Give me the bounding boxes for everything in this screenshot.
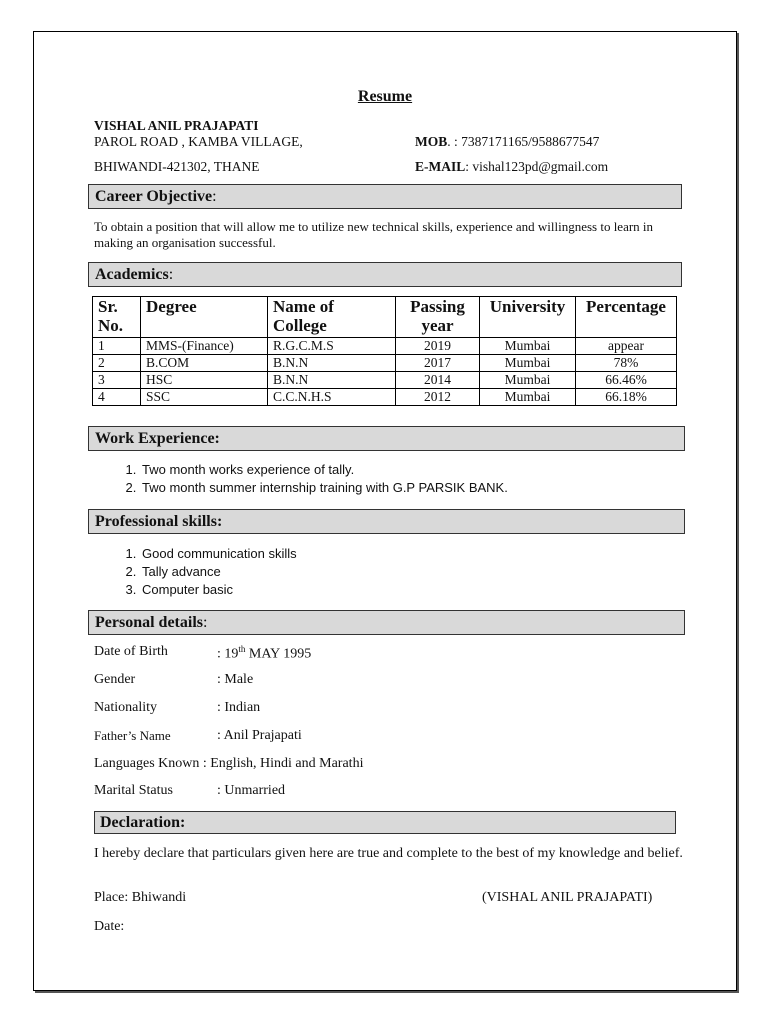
nationality-value: : Indian [217, 700, 261, 715]
cell-sr: 3 [93, 372, 141, 389]
dob-label: Date of Birth [94, 644, 168, 659]
table-row [93, 389, 677, 406]
cell-year: 2017 [396, 355, 480, 372]
col-percentage: Percentage [576, 297, 677, 338]
mobile-value: . : 7387171165/9588677547 [447, 134, 600, 149]
document-title: Resume [357, 88, 413, 105]
resume-page [33, 31, 737, 991]
gender-label: Gender [94, 672, 136, 687]
address-line-1: PAROL ROAD , KAMBA VILLAGE, [94, 134, 303, 149]
cell-degree: B.COM [141, 355, 268, 372]
marital-status-label: Marital Status [94, 783, 173, 798]
table-row [93, 355, 677, 372]
date-line: Date: [94, 919, 125, 934]
career-objective-text: To obtain a position that will allow me to utilize new technical skills, experience and willingness to learn in making an organisation successful. [94, 219, 654, 250]
email-label: E-MAIL [415, 159, 466, 174]
nationality-label: Nationality [94, 700, 157, 715]
cell-percentage: 66.18% [576, 389, 677, 406]
cell-college: B.N.N [268, 372, 396, 389]
cell-college: B.N.N [268, 355, 396, 372]
cell-sr: 2 [93, 355, 141, 372]
work-experience-list [118, 461, 508, 497]
academics-header-row [93, 297, 677, 338]
languages-line: Languages Known : English, Hindi and Marathi [94, 756, 364, 771]
col-passing-year: Passing year [396, 297, 480, 338]
cell-percentage: appear [576, 338, 677, 355]
personal-details-heading: Personal details: [88, 610, 685, 635]
cell-university: Mumbai [480, 372, 576, 389]
table-row [93, 372, 677, 389]
cell-percentage: 66.46% [576, 372, 677, 389]
list-item: 1. Good communication skills [140, 545, 297, 563]
declaration-heading: Declaration: [94, 811, 676, 834]
career-objective-heading: Career Objective: [88, 184, 682, 209]
professional-skills-list [118, 545, 297, 599]
list-item: 3. Computer basic [140, 581, 297, 599]
cell-year: 2014 [396, 372, 480, 389]
address-line-2: BHIWANDI-421302, THANE [94, 159, 260, 174]
cell-degree: SSC [141, 389, 268, 406]
cell-sr: 1 [93, 338, 141, 355]
list-item: 2. Two month summer internship training with G.P PARSIK BANK. [140, 479, 508, 497]
cell-degree: MMS-(Finance) [141, 338, 268, 355]
academics-table [92, 296, 677, 406]
col-college: Name of College [268, 297, 396, 338]
mobile-label: MOB [415, 134, 448, 149]
cell-university: Mumbai [480, 389, 576, 406]
gender-value: : Male [217, 672, 254, 687]
cell-university: Mumbai [480, 355, 576, 372]
father-name-label: Father’s Name [94, 728, 171, 743]
cell-college: C.C.N.H.S [268, 389, 396, 406]
email-value: : vishal123pd@gmail.com [465, 159, 609, 174]
professional-skills-heading: Professional skills: [88, 509, 685, 534]
academics-heading: Academics: [88, 262, 682, 287]
cell-college: R.G.C.M.S [268, 338, 396, 355]
cell-percentage: 78% [576, 355, 677, 372]
mobile-line [415, 134, 599, 150]
cell-university: Mumbai [480, 338, 576, 355]
list-item: 2. Tally advance [140, 563, 297, 581]
col-degree: Degree [141, 297, 268, 338]
cell-degree: HSC [141, 372, 268, 389]
dob-value: : 19th MAY 1995 [217, 644, 312, 662]
signature-name: (VISHAL ANIL PRAJAPATI) [482, 890, 653, 905]
work-experience-heading: Work Experience: [88, 426, 685, 451]
marital-status-value: : Unmarried [217, 783, 286, 798]
email-line [415, 159, 608, 175]
col-university: University [480, 297, 576, 338]
cell-year: 2012 [396, 389, 480, 406]
declaration-text: I hereby declare that particulars given here are true and complete to the best of my knowledge and belief. [94, 846, 683, 861]
col-sr-no: Sr. No. [93, 297, 141, 338]
candidate-name: VISHAL ANIL PRAJAPATI [94, 118, 259, 133]
table-row [93, 338, 677, 355]
cell-sr: 4 [93, 389, 141, 406]
list-item: 1. Two month works experience of tally. [140, 461, 508, 479]
place-line: Place: Bhiwandi [94, 890, 187, 905]
cell-year: 2019 [396, 338, 480, 355]
father-name-value: : Anil Prajapati [217, 728, 302, 743]
